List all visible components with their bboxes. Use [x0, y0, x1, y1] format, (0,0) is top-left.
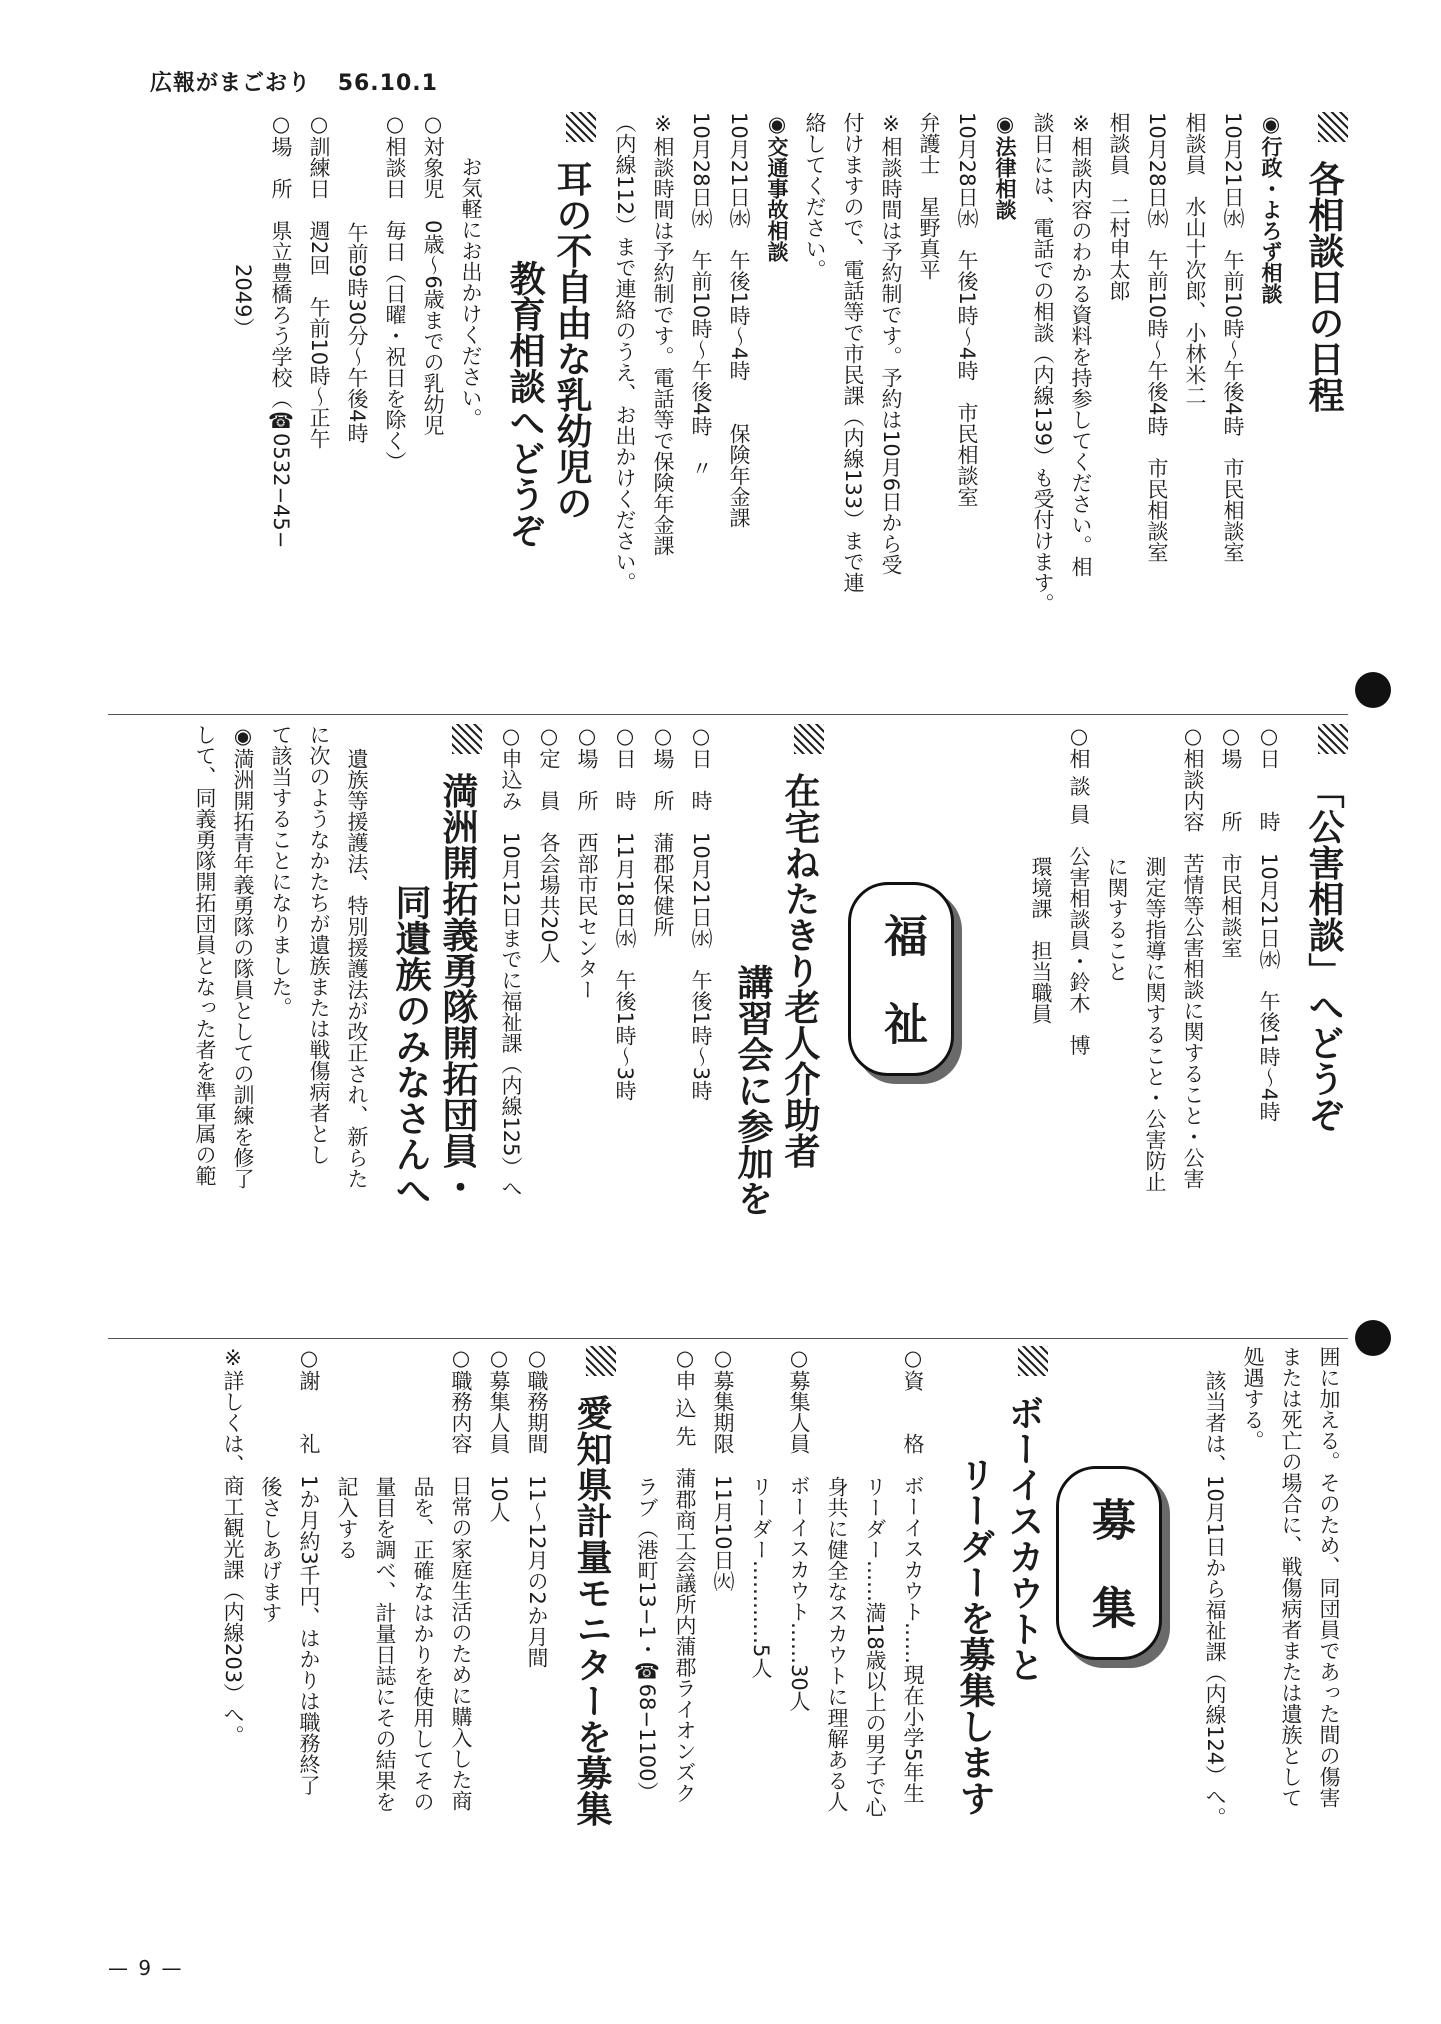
section3-line: ○日 時 10月21日㈬ 午後1時〜4時 [1257, 724, 1281, 1123]
section7-line: ○職務内容 日常の家庭生活のために購入した商 [449, 1346, 473, 1811]
section3-title: 「公害相談」へどうぞ [1299, 724, 1348, 1133]
section6-line: ○申 込 先 蒲郡商工会議所内蒲郡ライオンズク [673, 1346, 697, 1804]
section1-line: 10月28日㈬ 午後1時〜4時 市民相談室 [955, 112, 979, 508]
bullet-dot-icon [1355, 1320, 1391, 1356]
section1-line: 10月21日㈬ 午前10時〜午後4時 市民相談室 [1221, 112, 1245, 563]
section7-line: ○職務期間 11〜12月の2か月間 [525, 1346, 549, 1668]
recruit-badge: 募 集 [1056, 1466, 1162, 1660]
section5-line: して、同義勇隊開拓団員となった者を準軍属の範 [193, 724, 217, 1186]
section6-line: リーダー……満18歳以上の男子で心 [863, 1476, 887, 1818]
section4-title: 在宅ねたきり老人介助者 [775, 724, 824, 1169]
section1-line: 10月28日㈬ 午前10時〜午後4時 〃 [689, 112, 713, 479]
section6-line: リーダー…………5人 [749, 1476, 773, 1679]
section1-line: 弁護士 星野真平 [917, 112, 941, 280]
section1-line: ◉行政・よろず相談 [1259, 112, 1283, 304]
section5-line: または死亡の場合に、戦傷病者または遺族として [1279, 1346, 1303, 1808]
section2-line: ○対象児 0歳〜6歳までの乳幼児 [421, 112, 445, 436]
section3-line: ○相談内容 苦情等公害相談に関すること・公害 [1181, 724, 1205, 1189]
section5-line: ◉満洲開拓青年義勇隊の隊員としての訓練を修了 [231, 724, 255, 1189]
band-bottom [108, 1346, 1348, 1918]
section6-line: 身共に健全なスカウトに理解ある人 [825, 1476, 849, 1812]
page-header [150, 66, 456, 97]
section4-line: ○場 所 西部市民センター [575, 724, 599, 1000]
section1-line: 相談員 二村申太郎 [1107, 112, 1131, 301]
section3-line: 測定等指導に関すること・公害防止 [1143, 856, 1167, 1192]
section4-title-line2: 講習会に参加を [732, 964, 773, 1216]
section1-line: 10月21日㈬ 午後1時〜4時 保険年金課 [727, 112, 751, 529]
section1-line: 相談員 水山十次郎、小林米二 [1183, 112, 1207, 406]
section2-line: 2049） [231, 264, 255, 339]
section5-line: 遺族等援護法、特別援護法が改正され、新らた [345, 748, 369, 1189]
section7-line: 量目を調べ、計量日誌にその結果を [373, 1476, 397, 1812]
section3-line: ○場 所 市民相談室 [1219, 724, 1243, 958]
section2-line: お気軽にお出かけください。 [459, 156, 483, 429]
publication-date: 56.10.1 [337, 71, 438, 96]
section6-title: ボーイスカウトと [999, 1346, 1048, 1683]
section3-line: に関すること [1105, 856, 1129, 982]
section7-title: 愛知県計量モニターを募集 [567, 1346, 616, 1827]
section6-line: ラブ（港町13−1・☎68−1100） [635, 1476, 659, 1803]
section2-line: ○訓練日 週2回 午前10時〜正午 [307, 112, 331, 450]
section7-line: ○謝 礼 1か月約3千円、はかりは職務終了 [297, 1346, 321, 1796]
section1-line: ◉法律相談 [993, 112, 1017, 220]
hatch-icon [1318, 112, 1348, 142]
section1-line: （内線112）まで連絡のうえ、お出かけください。 [613, 112, 637, 594]
section1-line: 10月28日㈬ 午前10時〜午後4時 市民相談室 [1145, 112, 1169, 563]
section5-line: に次のようなかたちが遺族または戦傷病者とし [307, 724, 331, 1165]
section6-title-line2: リーダーを募集します [954, 1456, 995, 1816]
section1-line: 談日には、電話での相談（内線139）も受付けます。 [1031, 112, 1055, 615]
section5-line: 囲に加える。そのため、同団員であった間の傷害 [1317, 1346, 1341, 1808]
page-number: — 9 — [108, 1956, 184, 1980]
section1-title: 各相談日の日程 [1299, 112, 1348, 413]
hatch-icon [794, 724, 824, 754]
section2-line: 午前9時30分〜午後4時 [345, 222, 369, 444]
hatch-icon [566, 112, 596, 142]
welfare-badge: 福 祉 [848, 882, 954, 1076]
section2-title-line2: 教育相談へどうぞ [504, 260, 545, 548]
hatch-icon [1018, 1346, 1048, 1376]
section7-line: 品を、正確なはかりを使用してその [411, 1476, 435, 1812]
section1-line: 絡してください。 [803, 112, 827, 280]
section1-line: ※相談時間は予約制です。予約は10月6日から受 [879, 112, 903, 576]
section2-line: ○相談日 毎日（日曜・祝日を除く） [383, 112, 407, 472]
section5-title-line2: 同遺族のみなさんへ [390, 884, 431, 1208]
section7-line: 後さしあげます [259, 1476, 283, 1623]
section7-line: ○募集人員 10人 [487, 1346, 511, 1523]
section1-line: ◉交通事故相談 [765, 112, 789, 262]
section6-line: ○募集期限 11月10日㈫ [711, 1346, 735, 1592]
hatch-icon [1318, 724, 1348, 754]
section7-line: ※詳しくは、商工観光課（内線203）へ。 [221, 1346, 245, 1747]
section1-line: ※相談内容のわかる資料を持参してください。相 [1069, 112, 1093, 577]
section5-line: て該当することになりました。 [269, 724, 293, 1018]
section4-line: ○申込み 10月12日までに福祉課（内線125）へ [499, 724, 523, 1199]
publication-name: 広報がまごおり [150, 71, 312, 96]
section2-line: ○場 所 県立豊橋ろう学校（☎0532−45− [269, 112, 293, 549]
section2-title: 耳の不自由な乳幼児の [547, 112, 596, 521]
section4-line: ○日 時 11月18日㈬ 午後1時〜3時 [613, 724, 637, 1102]
section5-title: 満洲開拓義勇隊開拓団員・ [433, 724, 482, 1205]
section6-line: ○募集人員 ボーイスカウト……30人 [787, 1346, 811, 1712]
section5-line: 処遇する。 [1241, 1346, 1265, 1451]
divider [108, 1338, 1348, 1339]
band-top [108, 112, 1348, 706]
section3-line: ○相 談 員 公害相談員・鈴木 博 [1067, 724, 1091, 1056]
section6-line: ○資 格 ボーイスカウト……現在小学5年生 [901, 1346, 925, 1804]
section4-line: ○場 所 蒲郡保健所 [651, 724, 675, 937]
section1-line: ※相談時間は予約制です。電話等で保険年金課 [651, 112, 675, 556]
section1-line: 付けますので、電話等で市民課（内線133）まで連 [841, 112, 865, 594]
section4-line: ○日 時 10月21日㈬ 午後1時〜3時 [689, 724, 713, 1102]
band-middle [108, 724, 1348, 1332]
bullet-dot-icon [1355, 672, 1391, 708]
section5-line: 該当者は、10月1日から福祉課（内線124）へ。 [1203, 1370, 1227, 1829]
hatch-icon [586, 1346, 616, 1376]
section3-line: 環境課 担当職員 [1029, 856, 1053, 1024]
section4-line: ○定 員 各会場共20人 [537, 724, 561, 964]
section7-line: 記入する [335, 1476, 359, 1560]
hatch-icon [452, 724, 482, 754]
divider [108, 714, 1348, 715]
